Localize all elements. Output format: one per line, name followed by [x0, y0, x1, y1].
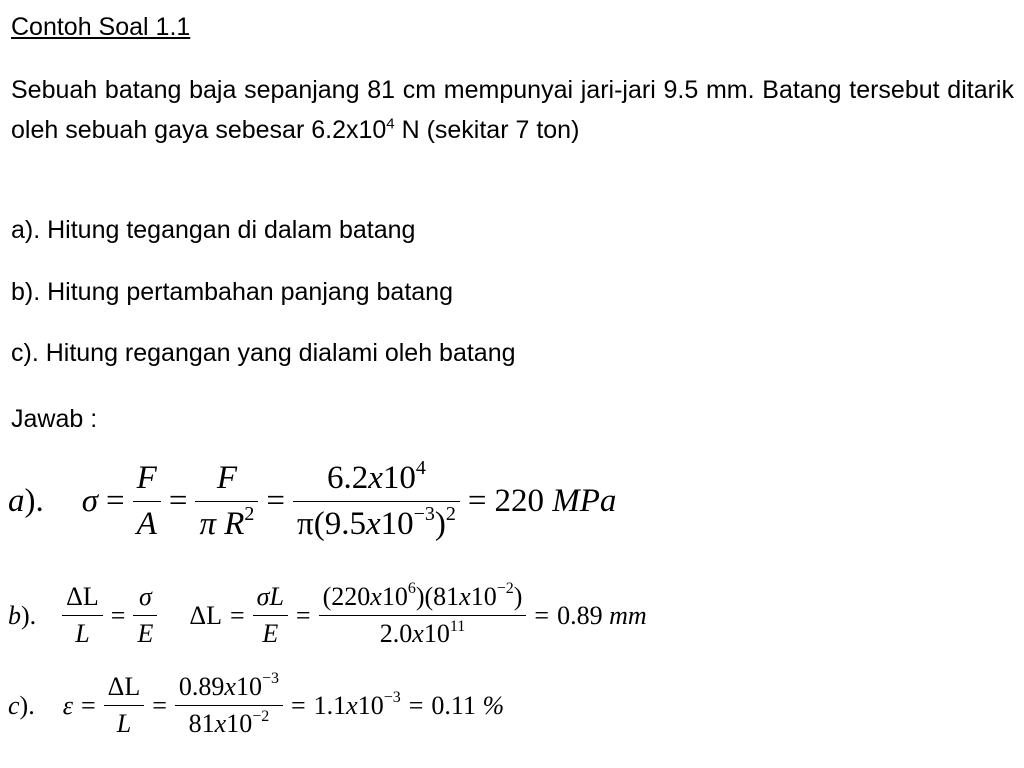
eq-b-label: b). — [8, 600, 37, 630]
eq-b-delta-l: ΔL — [189, 600, 222, 630]
eq-a-label: a). — [8, 483, 44, 520]
equation-b — [8, 582, 647, 649]
eq-c-equals: = — [408, 690, 424, 720]
eq-a-equals: = — [168, 483, 188, 520]
problem-text-before: Sebuah batang baja sepanjang 81 cm mempunyai jari-jari 9.5 mm. Batang tersebut ditarik oleh sebuah gaya sebesar 6.2x10 — [11, 76, 1014, 144]
slide-title: Contoh Soal 1.1 — [11, 13, 191, 41]
eq-b-equals: = — [534, 600, 550, 630]
eq-a-fraction-1: $\frac{F}{A}$ — [133, 460, 161, 543]
problem-exponent: 4 — [386, 115, 395, 133]
eq-b-fraction-numeric: $\frac{(220x10^6)(81x10^{-2})}{2.0x10^{11}}$ — [319, 582, 527, 649]
eq-c-fraction-numeric: $\frac{0.89x10^{-3}}{81x10^{-2}}$ — [175, 672, 283, 739]
eq-c-equals: = — [152, 690, 167, 720]
eq-b-fraction-dl-l: $\frac{\Delta L}{L}$ — [62, 582, 103, 649]
eq-c-equals: = — [291, 690, 306, 720]
eq-c-fraction-dl-l: $\frac{\Delta L}{L}$ — [104, 672, 145, 739]
eq-a-equals: = — [106, 483, 125, 520]
question-c: c). Hitung regangan yang dialami oleh batang — [11, 339, 516, 367]
eq-b-equals: = — [295, 600, 311, 630]
eq-a-sigma: σ — [81, 483, 99, 520]
problem-statement — [11, 70, 1014, 150]
eq-c-equals: = — [80, 690, 96, 720]
equation-c — [8, 672, 504, 739]
equation-a — [8, 457, 617, 543]
eq-a-equals: = — [467, 483, 487, 520]
eq-c-result-2: 0.11 % — [431, 690, 505, 720]
question-b: b). Hitung pertambahan panjang batang — [11, 278, 453, 306]
eq-a-fraction-2: $\frac{F}{\pi R^2}$ — [195, 460, 258, 543]
eq-b-result: 0.89 mm — [557, 600, 647, 630]
eq-b-equals: = — [110, 600, 126, 630]
eq-b-equals: = — [229, 600, 245, 630]
eq-a-equals: = — [266, 483, 286, 520]
eq-a-result: 220 MPa — [494, 483, 617, 520]
eq-b-fraction-sigma-e: $\frac{\sigma}{E}$ — [133, 582, 157, 649]
eq-c-epsilon: ε — [62, 690, 73, 720]
eq-c-result-1: $1.1x10^{-3}$ — [313, 689, 401, 720]
eq-c-label: c). — [8, 690, 35, 720]
question-a: a). Hitung tegangan di dalam batang — [11, 216, 416, 244]
problem-text-after: N (sekitar 7 ton) — [394, 116, 580, 144]
eq-b-fraction-sigmal-e: $\frac{\sigma L}{E}$ — [253, 582, 288, 649]
answer-label: Jawab : — [11, 405, 98, 433]
eq-a-fraction-3: $\frac{6.2x10^4}{\pi(9.5x10^{-3})^2}$ — [293, 460, 460, 543]
